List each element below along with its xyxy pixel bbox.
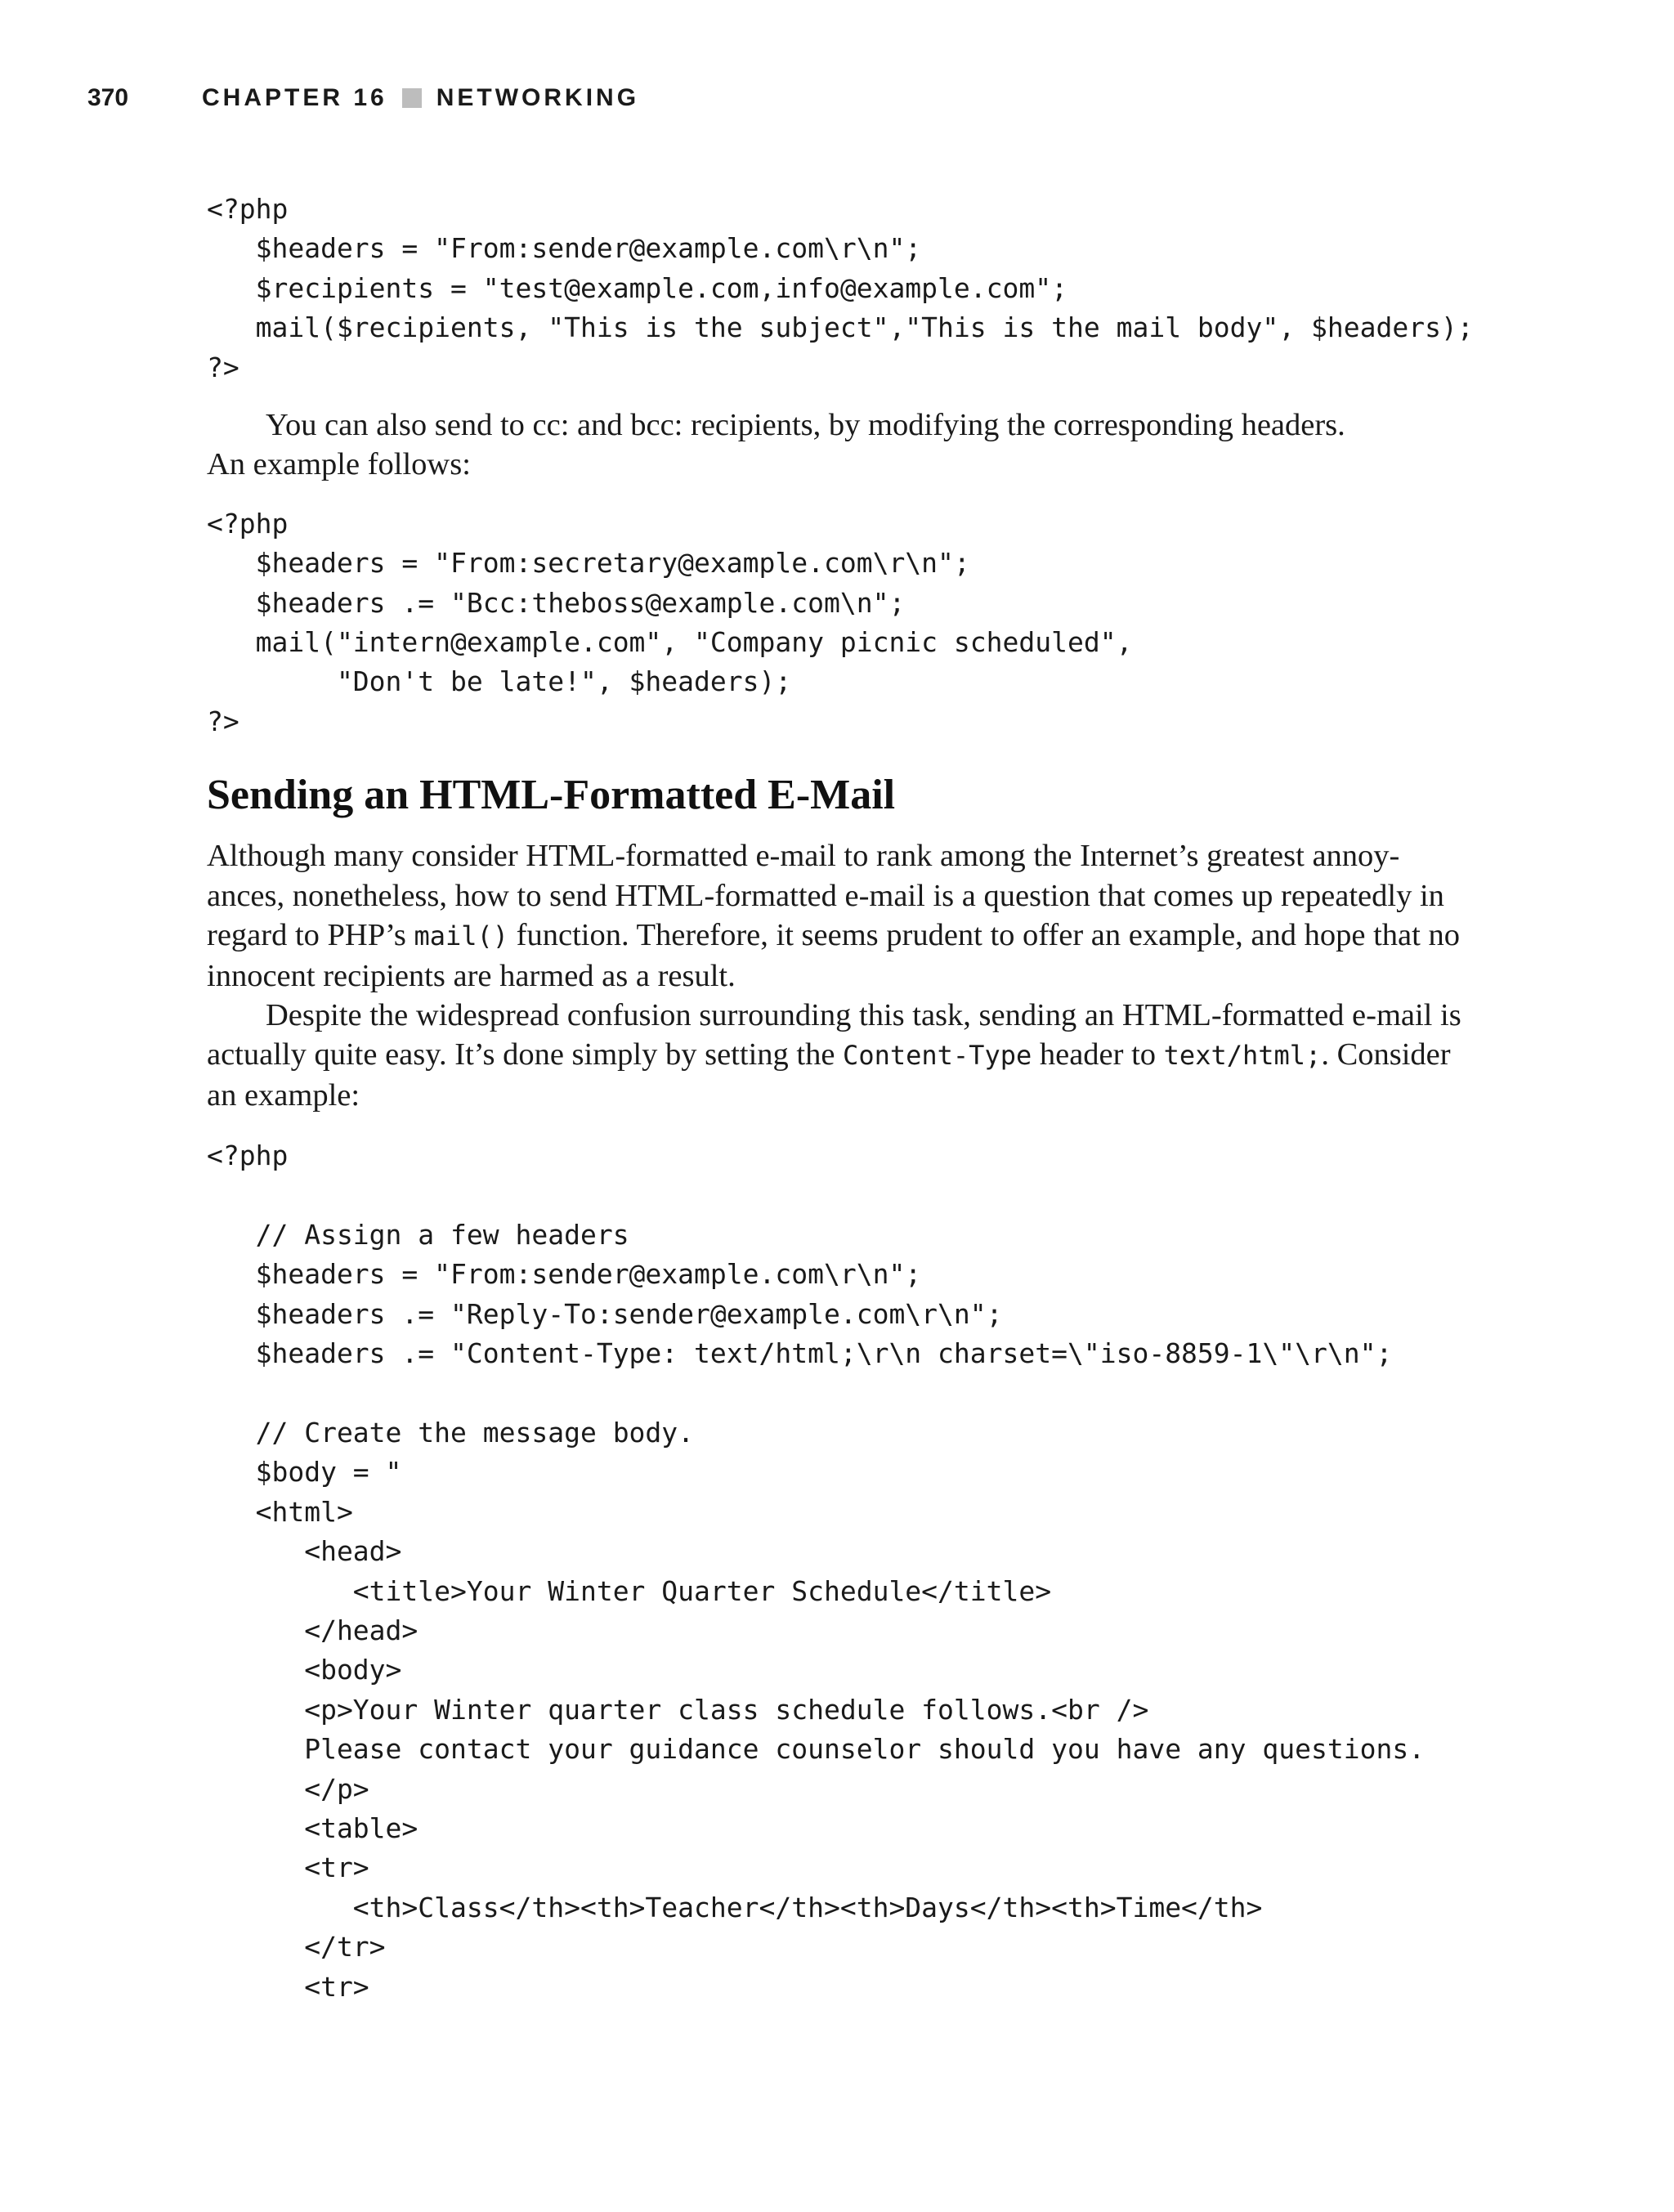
paragraph-html-email-intro-text-2: function. Therefore, it seems prudent to offer an example, and hope that no innocent recipients are harmed as a result. (207, 918, 1460, 993)
inline-code-text-html: text/html; (1163, 1040, 1322, 1072)
running-head (87, 80, 639, 116)
page-content (207, 190, 1474, 2007)
chapter-label: CHAPTER 16 (202, 84, 387, 111)
inline-code-mail: mail() (414, 920, 509, 952)
paragraph-content-type-text-3: . Consider an example: (207, 1037, 1451, 1113)
chapter-title: NETWORKING (436, 84, 640, 111)
paragraph-content-type-text-1: Despite the widespread confusion surrounding this task, sending an HTML-formatted e-mail is actually quite easy. It’s done simply by setting the (207, 997, 1461, 1072)
paragraph-cc-bcc-line-1: You can also send to cc: and bcc: recipients, by modifying the corresponding headers. (266, 408, 1345, 443)
page-number: 370 (87, 84, 129, 111)
paragraph-cc-bcc-line-2: An example follows: (207, 447, 471, 482)
code-block-html-email: <?php // Assign a few headers $headers = "From:sender@example.com\r\n"; $headers .= "Reply-To:sender@example.com\r\n"; $headers .= "Content-Type: text/html;\r\n charset=\"iso-8859-1\"\r\n"; // Create the message body. $body = " <html> <head> <title>Your Winter Quarter Schedule</title> </head> <body> <p>Your Winter quarter class schedule follows.<br /> Please contact your guidance counselor should you have any questions. </p> <table> <tr> <th>Class</th><th>Teacher</th><th>Days</th><th>Time</th> </tr> <tr> (207, 1140, 1426, 2003)
section-heading: Sending an HTML-Formatted E-Mail (207, 772, 896, 819)
paragraph-html-email-intro-text-1: Although many consider HTML-formatted e-mail to rank among the Internet’s greatest annoy-ances, nonetheless, how to send HTML-formatted e-mail is a question that comes up repeatedly in regard to PHP’s (207, 839, 1444, 953)
paragraph-content-type (207, 996, 1466, 1115)
paragraph-html-email-intro (207, 836, 1466, 996)
paragraph-cc-bcc (207, 405, 1466, 485)
paragraph-content-type-text-2: header to (1032, 1037, 1164, 1072)
code-block-mail-recipients: <?php $headers = "From:sender@example.com\r\n"; $recipients = "test@example.com,info@example.com"; mail($recipients, "This is the subject","This is the mail body", $headers); ?> (207, 193, 1474, 383)
separator-square-icon (402, 88, 422, 108)
inline-code-content-type: Content-Type (843, 1040, 1032, 1072)
code-block-bcc-example: <?php $headers = "From:secretary@example.com\r\n"; $headers .= "Bcc:theboss@example.com\n"; mail("intern@example.com", "Company picnic scheduled", "Don't be late!", $headers); ?> (207, 507, 1133, 737)
